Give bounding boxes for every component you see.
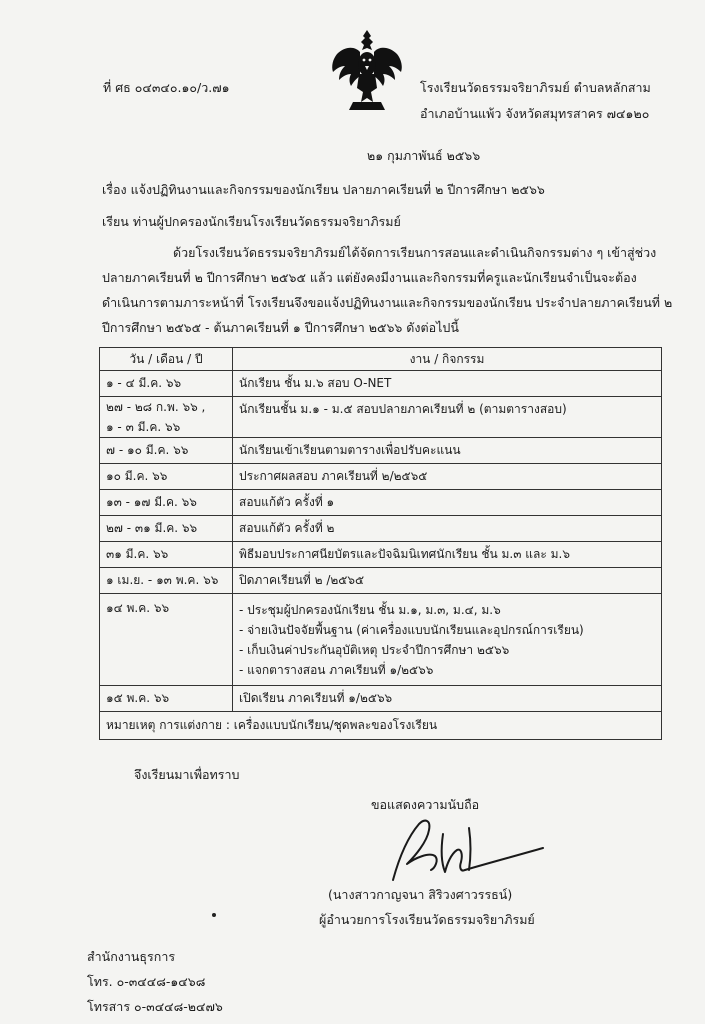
row-activity: [233, 594, 662, 686]
table-row: [100, 568, 662, 594]
closing-line: จึงเรียนมาเพื่อทราบ: [134, 767, 240, 782]
table-row: [100, 542, 662, 568]
row-date: ๗ - ๑๐ มี.ค. ๖๖: [100, 438, 233, 464]
row-date-line: ๑ - ๓ มี.ค. ๖๖: [106, 420, 181, 434]
activity-line: - จ่ายเงินปัจจัยพื้นฐาน (ค่าเครื่องแบบนักเรียนและอุปกรณ์การเรียน): [239, 622, 584, 637]
row-activity: นักเรียนชั้น ม.๑ - ม.๕ สอบปลายภาคเรียนที่ ๒ (ตามตารางสอบ): [233, 397, 662, 438]
footer-fax: โทรสาร ๐-๓๔๔๘-๒๔๗๖: [87, 999, 223, 1014]
header-date: วัน / เดือน / ปี: [100, 348, 233, 371]
row-date: ๑๐ มี.ค. ๖๖: [100, 464, 233, 490]
table-row: [100, 397, 662, 438]
table-header-row: [100, 348, 662, 371]
row-date: ๒๗ - ๓๑ มี.ค. ๖๖: [100, 516, 233, 542]
schedule-table: [99, 347, 662, 740]
subject-line: เรื่อง แจ้งปฏิทินงานและกิจกรรมของนักเรียน ปลายภาคเรียนที่ ๒ ปีการศึกษา ๒๕๖๖: [102, 182, 545, 197]
row-date: ๑๔ พ.ค. ๖๖: [100, 594, 233, 686]
signature-image: [385, 808, 545, 883]
document-reference: ที่ ศธ ๐๔๓๔๐.๑๐/ว.๗๑: [103, 80, 230, 95]
row-date: ๑ - ๔ มี.ค. ๖๖: [100, 371, 233, 397]
body-line-2: ปลายภาคเรียนที่ ๒ ปีการศึกษา ๒๕๖๕ แล้ว แต่ยังคงมีงานและกิจกรรมที่ครูและนักเรียนจำเป็นจะต้อง: [102, 270, 637, 285]
garuda-emblem-icon: [327, 26, 407, 114]
row-activity: นักเรียนเข้าเรียนตามตารางเพื่อปรับคะแนน: [233, 438, 662, 464]
activity-line: - เก็บเงินค่าประกันอุบัติเหตุ ประจำปีการศึกษา ๒๕๖๖: [239, 642, 510, 657]
row-activity: ประกาศผลสอบ ภาคเรียนที่ ๒/๒๕๖๕: [233, 464, 662, 490]
row-activity: พิธีมอบประกาศนียบัตรและปัจฉิมนิเทศนักเรียน ชั้น ม.๓ และ ม.๖: [233, 542, 662, 568]
table-row: [100, 438, 662, 464]
activity-line: - แจกตารางสอน ภาคเรียนที่ ๑/๒๕๖๖: [239, 662, 434, 677]
row-date: ๑๕ พ.ค. ๖๖: [100, 686, 233, 712]
table-row: [100, 516, 662, 542]
row-activity: ปิดภาคเรียนที่ ๒ /๒๕๖๕: [233, 568, 662, 594]
signer-name: (นางสาวกาญจนา สิริวงศาวรรธน์): [328, 887, 513, 902]
row-activity: สอบแก้ตัว ครั้งที่ ๑: [233, 490, 662, 516]
school-address-line1: โรงเรียนวัดธรรมจริยาภิรมย์ ตำบลหลักสาม: [420, 80, 651, 95]
footer-office: สำนักงานธุรการ: [87, 949, 176, 964]
table-note-row: [100, 712, 662, 740]
row-date: ๓๑ มี.ค. ๖๖: [100, 542, 233, 568]
recipient-line: เรียน ท่านผู้ปกครองนักเรียนโรงเรียนวัดธรรมจริยาภิรมย์: [102, 214, 401, 229]
table-note: หมายเหตุ การแต่งกาย : เครื่องแบบนักเรียน/ชุดพละของโรงเรียน: [100, 712, 662, 740]
header-activity: งาน / กิจกรรม: [233, 348, 662, 371]
ink-dot: [212, 913, 216, 917]
signer-title: ผู้อำนวยการโรงเรียนวัดธรรมจริยาภิรมย์: [319, 912, 535, 927]
footer-tel: โทร. ๐-๓๔๔๘-๑๔๖๘: [87, 974, 206, 989]
regards-line: ขอแสดงความนับถือ: [371, 797, 480, 812]
table-row: [100, 594, 662, 686]
body-line-4: ปีการศึกษา ๒๕๖๕ - ต้นภาคเรียนที่ ๑ ปีการศึกษา ๒๕๖๖ ดังต่อไปนี้: [102, 320, 459, 335]
row-date-line: ๒๗ - ๒๘ ก.พ. ๖๖ ,: [106, 400, 206, 414]
activity-line: - ประชุมผู้ปกครองนักเรียน ชั้น ม.๑, ม.๓, ม.๔, ม.๖: [239, 602, 501, 617]
body-line-1: ด้วยโรงเรียนวัดธรรมจริยาภิรมย์ได้จัดการเรียนการสอนและดำเนินกิจกรรมต่าง ๆ เข้าสู่ช่วง: [173, 245, 657, 260]
row-date: ๑ เม.ย. - ๑๓ พ.ค. ๖๖: [100, 568, 233, 594]
document-date: ๒๑ กุมภาพันธ์ ๒๕๖๖: [367, 148, 481, 163]
table-row: [100, 686, 662, 712]
table-row: [100, 490, 662, 516]
row-activity: สอบแก้ตัว ครั้งที่ ๒: [233, 516, 662, 542]
table-row: [100, 371, 662, 397]
row-date: [100, 397, 233, 438]
row-date: ๑๓ - ๑๗ มี.ค. ๖๖: [100, 490, 233, 516]
school-address-line2: อำเภอบ้านแพ้ว จังหวัดสมุทรสาคร ๗๔๑๒๐: [420, 106, 650, 121]
row-activity: เปิดเรียน ภาคเรียนที่ ๑/๒๕๖๖: [233, 686, 662, 712]
row-activity: นักเรียน ชั้น ม.๖ สอบ O-NET: [233, 371, 662, 397]
body-line-3: ดำเนินการตามภาระหน้าที่ โรงเรียนจึงขอแจ้งปฏิทินงานและกิจกรรมของนักเรียน ประจำปลายภาคเรียนที่ ๒: [102, 295, 673, 310]
table-row: [100, 464, 662, 490]
